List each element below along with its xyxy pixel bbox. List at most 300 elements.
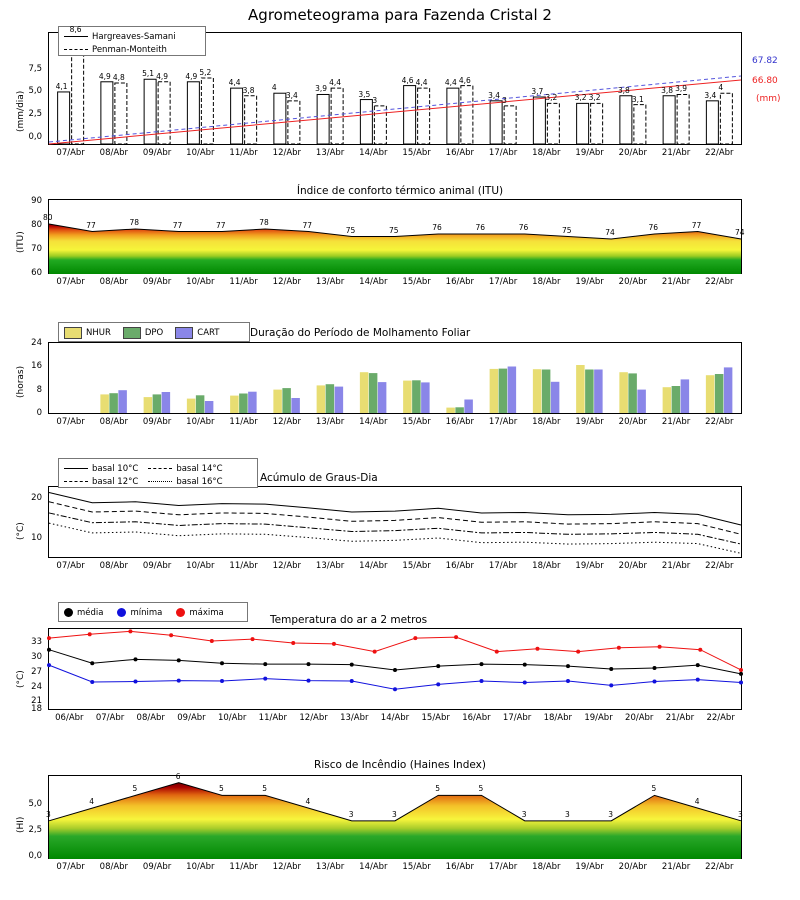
x-axis-tick-label: 19/Abr <box>584 713 613 723</box>
x-axis-tick-label: 16/Abr <box>445 148 475 158</box>
x-axis-tick-label: 10/Abr <box>186 561 215 571</box>
temperatura-point <box>436 682 440 686</box>
x-axis-tick-label: 09/Abr <box>142 417 172 427</box>
molhamento-bar <box>378 382 387 413</box>
molhamento-bar <box>248 392 257 413</box>
molhamento-bar <box>663 387 672 413</box>
evapo-bar <box>663 96 675 144</box>
haines-value-label: 3 <box>608 809 614 819</box>
x-axis-tick-label: 19/Abr <box>575 862 604 872</box>
temperatura-point <box>251 637 255 641</box>
x-axis-tick-label: 08/Abr <box>99 148 129 158</box>
temperatura-point <box>307 679 311 683</box>
evapo-bar-value: 4 <box>718 83 724 93</box>
x-axis-tick-label: 20/Abr <box>618 277 648 287</box>
evapo-bar-value: 3,8 <box>617 85 630 95</box>
x-axis-tick-label: 14/Abr <box>359 148 388 158</box>
molhamento-bar <box>326 384 335 413</box>
temperatura-point <box>263 677 267 681</box>
temperatura-point <box>523 681 527 685</box>
evapo-bar <box>720 93 732 144</box>
temperatura-point <box>90 661 94 665</box>
temperatura-point <box>480 662 484 666</box>
evapo-bar <box>245 96 257 144</box>
legend-item-nhur <box>64 326 111 339</box>
itu-value-label: 77 <box>302 220 313 230</box>
itu-ytick: 70 <box>31 244 42 254</box>
legend-item-minima <box>117 606 162 619</box>
page-title: Agrometeograma para Fazenda Cristal 2 <box>248 6 552 24</box>
x-axis-tick-label: 18/Abr <box>543 713 572 723</box>
x-axis-tick-label: 12/Abr <box>272 862 302 872</box>
molhamento-bar <box>421 382 430 413</box>
molhamento-bar <box>153 394 162 413</box>
temperatura-point <box>373 650 377 654</box>
haines-value-label: 5 <box>435 784 441 794</box>
minima-marker-icon <box>117 608 126 617</box>
molhamento-ylabel: (horas) <box>16 365 26 398</box>
temperatura-point <box>535 647 539 651</box>
evapo-ytick: 5,0 <box>28 86 42 96</box>
grausdia-ytick: 10 <box>31 533 42 543</box>
evapo-bar-value: 3,2 <box>574 93 587 103</box>
molhamento-bar <box>196 395 205 413</box>
cart-swatch-icon <box>175 327 193 339</box>
haines-value-label: 3 <box>392 809 397 819</box>
haines-title: Risco de Incêndio (Haines Index) <box>314 759 486 771</box>
molhamento-bar <box>706 375 715 413</box>
x-axis-tick-label: 18/Abr <box>532 561 561 571</box>
legend-label: DPO <box>144 327 164 338</box>
evapo-right-label-unit: (mm) <box>756 94 781 104</box>
x-axis-tick-label: 11/Abr <box>229 148 258 158</box>
evapo-bar <box>461 86 473 144</box>
temperatura-ytick: 33 <box>31 637 42 647</box>
x-axis-tick-label: 18/Abr <box>532 277 561 287</box>
legend-item-maxima <box>176 606 223 619</box>
legend-label: máxima <box>189 607 224 618</box>
molhamento-bar <box>715 374 724 413</box>
x-axis-tick-label: 20/Abr <box>625 713 654 723</box>
itu-ytick: 90 <box>31 196 42 206</box>
dotted-line-icon <box>148 481 172 482</box>
x-axis-tick-label: 12/Abr <box>272 417 302 427</box>
x-axis-tick-label: 22/Abr <box>705 277 734 287</box>
molhamento-bar <box>273 390 282 413</box>
itu-title: Índice de conforto térmico animal (ITU) <box>296 185 504 197</box>
molhamento-bar <box>109 393 118 413</box>
molhamento-bar <box>576 365 585 413</box>
molhamento-ytick: 24 <box>31 338 42 348</box>
temperatura-point <box>47 663 51 667</box>
molhamento-bar <box>403 381 412 413</box>
x-axis-tick-label: 17/Abr <box>488 561 518 571</box>
legend-item-penman <box>64 43 200 56</box>
molhamento-bar <box>282 388 291 413</box>
temperatura-point <box>177 658 181 662</box>
evapo-bar-value: 3,8 <box>661 85 674 95</box>
itu-ylabel: (ITU) <box>16 231 26 253</box>
x-axis-tick-label: 11/Abr <box>229 862 258 872</box>
temperatura-point <box>220 679 224 683</box>
legend-label: basal 10°C <box>92 463 139 474</box>
temperatura-ytick: 24 <box>31 682 42 692</box>
x-axis-tick-label: 16/Abr <box>445 862 475 872</box>
molhamento-bar <box>335 387 344 413</box>
x-axis-tick-label: 09/Abr <box>142 561 172 571</box>
panel-itu <box>0 185 800 300</box>
evapo-bar <box>101 82 113 144</box>
legend-item-basal10 <box>64 462 138 475</box>
evapo-bar-value: 3,7 <box>531 87 544 97</box>
molhamento-bar <box>455 407 464 413</box>
temperatura-point <box>47 648 51 652</box>
evapo-bar <box>418 88 430 144</box>
itu-value-label: 76 <box>475 223 486 232</box>
x-axis-tick-label: 18/Abr <box>532 148 561 158</box>
x-axis-tick-label: 11/Abr <box>229 417 258 427</box>
x-axis-tick-label: 07/Abr <box>56 277 85 287</box>
x-axis-tick-label: 21/Abr <box>661 148 691 158</box>
evapo-bar <box>187 82 199 144</box>
x-axis-tick-label: 16/Abr <box>462 713 491 723</box>
temperatura-point <box>350 679 354 683</box>
x-axis-tick-label: 21/Abr <box>661 561 691 571</box>
haines-value-label: 6 <box>175 771 181 781</box>
temperatura-point <box>566 679 570 683</box>
haines-value-label: 3 <box>348 809 354 819</box>
x-axis-tick-label: 13/Abr <box>315 277 345 287</box>
x-axis-tick-label: 12/Abr <box>272 148 302 158</box>
evapo-bar <box>331 88 343 144</box>
x-axis-tick-label: 08/Abr <box>99 561 129 571</box>
molhamento-bar <box>291 398 300 413</box>
evapo-bar-value: 3,1 <box>631 94 644 104</box>
molhamento-bar <box>619 372 628 413</box>
temperatura-point <box>134 680 138 684</box>
haines-value-label: 5 <box>262 784 268 794</box>
x-axis-tick-label: 10/Abr <box>186 417 215 427</box>
x-axis-tick-label: 07/Abr <box>56 561 85 571</box>
haines-ylabel: (HI) <box>16 816 26 833</box>
molhamento-bar <box>681 379 690 413</box>
dashed-line-icon <box>64 49 88 50</box>
molhamento-legend <box>58 322 250 342</box>
haines-value-label: 5 <box>478 784 484 794</box>
temperatura-ytick: 18 <box>31 704 42 714</box>
temperatura-point <box>696 663 700 667</box>
x-axis-tick-label: 16/Abr <box>445 417 475 427</box>
x-axis-tick-label: 14/Abr <box>359 561 388 571</box>
x-axis-tick-label: 07/Abr <box>95 713 125 723</box>
x-axis-tick-label: 08/Abr <box>136 713 165 723</box>
x-axis-tick-label: 11/Abr <box>258 713 288 723</box>
x-axis-tick-label: 06/Abr <box>55 713 84 723</box>
x-axis-tick-label: 10/Abr <box>186 148 215 158</box>
dpo-swatch-icon <box>123 327 141 339</box>
dashdot-line-icon <box>148 468 172 469</box>
x-axis-tick-label: 15/Abr <box>421 713 450 723</box>
haines-value-label: 4 <box>305 797 311 807</box>
evapo-bar <box>58 92 70 144</box>
molhamento-bar <box>542 370 551 414</box>
x-axis-tick-label: 20/Abr <box>618 862 648 872</box>
evapo-bar-value: 3,4 <box>704 90 717 100</box>
legend-item-basal12 <box>64 475 138 488</box>
maxima-marker-icon <box>176 608 185 617</box>
legend-label: Penman-Monteith <box>92 44 167 55</box>
x-axis-tick-label: 08/Abr <box>99 417 129 427</box>
haines-value-label: 5 <box>651 784 657 794</box>
x-axis-tick-label: 11/Abr <box>229 277 258 287</box>
molhamento-bar <box>412 380 421 413</box>
x-axis-tick-label: 09/Abr <box>177 713 206 723</box>
evapo-bar-value: 4,4 <box>228 78 241 88</box>
evapo-bar <box>447 88 459 144</box>
x-axis-tick-label: 22/Abr <box>705 862 734 872</box>
evapo-bar <box>374 106 386 144</box>
x-axis-tick-label: 07/Abr <box>56 417 85 427</box>
evapo-right-label-hs: 66.80 <box>752 76 778 86</box>
itu-value-label: 80 <box>43 213 53 222</box>
temperatura-point <box>332 642 336 646</box>
haines-ytick: 0,0 <box>28 851 42 861</box>
x-axis-tick-label: 09/Abr <box>142 277 172 287</box>
temperatura-point <box>480 679 484 683</box>
haines-ytick: 2,5 <box>28 825 42 835</box>
x-axis-tick-label: 15/Abr <box>402 417 431 427</box>
molhamento-ytick: 16 <box>31 361 42 371</box>
temperatura-point <box>739 672 743 676</box>
evapo-bar-value: 5,1 <box>142 69 155 79</box>
x-axis-tick-label: 13/Abr <box>315 417 345 427</box>
temperatura-point <box>350 663 354 667</box>
temperatura-point <box>696 678 700 682</box>
x-axis-tick-label: 15/Abr <box>402 862 431 872</box>
evapo-bar-value: 4,6 <box>401 75 414 85</box>
molhamento-bar <box>637 390 646 413</box>
x-axis-tick-label: 20/Abr <box>618 417 648 427</box>
haines-value-label: 3 <box>46 809 51 819</box>
temperatura-point <box>169 633 173 637</box>
grausdia-ylabel: (°C) <box>16 522 26 540</box>
x-axis-tick-label: 21/Abr <box>661 277 691 287</box>
x-axis-tick-label: 20/Abr <box>618 148 648 158</box>
molhamento-bar <box>144 397 153 413</box>
x-axis-tick-label: 15/Abr <box>402 561 431 571</box>
molhamento-bar <box>533 369 542 413</box>
grausdia-line <box>49 502 741 535</box>
evapo-bar-value: 4,9 <box>98 71 111 81</box>
legend-label: NHUR <box>86 327 111 338</box>
x-axis-tick-label: 14/Abr <box>359 417 388 427</box>
molhamento-bar <box>508 367 517 414</box>
evapo-bar-value: 4,9 <box>185 71 198 81</box>
solid-line-icon <box>64 36 88 37</box>
legend-label: Hargreaves-Samani <box>92 31 176 42</box>
x-axis-tick-label: 07/Abr <box>56 148 85 158</box>
itu-value-label: 76 <box>518 223 529 232</box>
itu-value-label: 78 <box>259 218 269 227</box>
haines-value-label: 5 <box>219 784 224 794</box>
x-axis-tick-label: 17/Abr <box>488 277 518 287</box>
molhamento-bar <box>585 370 594 414</box>
x-axis-tick-label: 19/Abr <box>575 417 604 427</box>
panel-molhamento <box>0 320 800 440</box>
x-axis-tick-label: 13/Abr <box>340 713 369 723</box>
evapo-bar <box>504 106 516 144</box>
x-axis-tick-label: 07/Abr <box>56 862 85 872</box>
legend-label: média <box>77 607 104 618</box>
temperatura-point <box>128 629 132 633</box>
evapo-bar-value: 3,5 <box>358 89 371 99</box>
itu-ytick: 80 <box>31 220 42 230</box>
temperatura-legend <box>58 602 248 622</box>
itu-value-label: 76 <box>432 223 442 232</box>
evapo-bar-value: 5,2 <box>199 67 212 77</box>
solid-line-icon <box>64 468 88 469</box>
x-axis-tick-label: 10/Abr <box>186 862 215 872</box>
evapo-bar-value: 3,9 <box>675 84 688 94</box>
temperatura-ytick: 30 <box>31 652 42 662</box>
molhamento-bar <box>100 394 109 413</box>
evapo-bar-value: 4 <box>271 83 277 93</box>
x-axis-tick-label: 13/Abr <box>315 148 345 158</box>
itu-value-label: 78 <box>129 218 140 227</box>
temperatura-point <box>739 681 743 685</box>
evapo-right-label-pm: 67.82 <box>752 56 778 66</box>
grausdia-line <box>49 513 741 544</box>
temperatura-point <box>653 680 657 684</box>
x-axis-tick-label: 17/Abr <box>488 417 518 427</box>
temperatura-point <box>454 635 458 639</box>
x-axis-tick-label: 21/Abr <box>661 417 691 427</box>
x-axis-tick-label: 22/Abr <box>706 713 735 723</box>
temperatura-point <box>307 662 311 666</box>
evapo-bar-value: 3,8 <box>242 85 255 95</box>
itu-value-label: 77 <box>216 220 226 230</box>
x-axis-tick-label: 22/Abr <box>705 561 734 571</box>
evapo-bar-value: 3,9 <box>315 84 328 94</box>
x-axis-tick-label: 15/Abr <box>402 277 431 287</box>
evapo-bar <box>577 103 589 144</box>
molhamento-bar <box>369 373 378 413</box>
temperatura-ytick: 27 <box>31 667 42 677</box>
molhamento-bar <box>724 367 733 413</box>
legend-label: mínima <box>130 607 163 618</box>
grausdia-legend <box>58 458 258 488</box>
x-axis-tick-label: 08/Abr <box>99 277 129 287</box>
evapo-bar-value: 8,6 <box>69 24 82 34</box>
x-axis-tick-label: 12/Abr <box>299 713 328 723</box>
molhamento-ytick: 8 <box>36 385 42 395</box>
x-axis-tick-label: 09/Abr <box>142 862 172 872</box>
molhamento-title: Duração do Período de Molhamento Foliar <box>250 327 471 339</box>
temperatura-point <box>436 664 440 668</box>
evapo-bar <box>231 88 243 144</box>
x-axis-tick-label: 16/Abr <box>445 277 475 287</box>
legend-label: basal 12°C <box>92 476 139 487</box>
x-axis-tick-label: 21/Abr <box>661 862 691 872</box>
temperatura-point <box>609 683 613 687</box>
molhamento-bar <box>205 401 214 413</box>
evapo-bar <box>490 101 502 144</box>
molhamento-bar <box>118 390 127 413</box>
itu-value-label: 74 <box>735 228 745 237</box>
molhamento-bar <box>628 373 637 413</box>
molhamento-bar <box>317 385 326 413</box>
temperatura-point <box>88 632 92 636</box>
temperatura-point <box>653 666 657 670</box>
evapo-bar-value: 4,4 <box>444 78 457 88</box>
evapo-bar-value: 4,4 <box>329 78 342 88</box>
legend-item-media <box>64 606 103 619</box>
x-axis-tick-label: 17/Abr <box>502 713 532 723</box>
x-axis-tick-label: 18/Abr <box>532 862 561 872</box>
x-axis-tick-label: 10/Abr <box>186 277 215 287</box>
molhamento-bar <box>360 372 369 413</box>
x-axis-tick-label: 14/Abr <box>359 862 388 872</box>
grausdia-title: Acúmulo de Graus-Dia <box>260 472 378 484</box>
x-axis-tick-label: 22/Abr <box>705 148 734 158</box>
temperatura-point <box>134 657 138 661</box>
x-axis-tick-label: 13/Abr <box>315 561 345 571</box>
itu-value-label: 77 <box>172 220 183 230</box>
legend-label: CART <box>197 327 220 338</box>
nhur-swatch-icon <box>64 327 82 339</box>
x-axis-tick-label: 14/Abr <box>380 713 410 723</box>
x-axis-tick-label: 12/Abr <box>272 277 302 287</box>
dashed-line-icon <box>64 481 88 482</box>
evapo-bar <box>634 105 646 144</box>
x-axis-tick-label: 11/Abr <box>229 561 258 571</box>
evapo-ytick: 2,5 <box>28 109 42 119</box>
molhamento-bar <box>162 392 171 413</box>
evapo-bar-value: 3,2 <box>588 93 601 103</box>
itu-value-label: 75 <box>389 225 399 235</box>
x-axis-tick-label: 19/Abr <box>575 148 604 158</box>
molhamento-bar <box>230 396 239 413</box>
x-axis-tick-label: 20/Abr <box>618 561 648 571</box>
x-axis-tick-label: 10/Abr <box>217 713 247 723</box>
haines-value-label: 3 <box>521 809 527 819</box>
evapo-bar <box>158 82 170 144</box>
evapo-bar <box>677 94 689 144</box>
temperatura-point <box>658 645 662 649</box>
x-axis-tick-label: 21/Abr <box>665 713 695 723</box>
temperatura-point <box>523 663 527 667</box>
x-axis-tick-label: 15/Abr <box>402 148 431 158</box>
legend-item-hargreaves <box>64 30 200 43</box>
evapo-bar-value: 4,4 <box>415 78 428 88</box>
evapo-ylabel: (mm/dia) <box>16 90 26 132</box>
temperatura-point <box>220 661 224 665</box>
temperatura-point <box>739 668 743 672</box>
molhamento-bar <box>551 382 560 413</box>
evapo-ytick: 7,5 <box>28 64 42 74</box>
itu-value-label: 77 <box>86 220 96 230</box>
temperatura-point <box>210 639 214 643</box>
evapo-bar-value: 3 <box>372 95 378 105</box>
molhamento-bar <box>239 394 248 414</box>
legend-label: basal 16°C <box>176 476 223 487</box>
temperatura-ytick: 21 <box>31 696 42 706</box>
evapo-bar-value: 3,4 <box>488 90 501 100</box>
molhamento-bar <box>464 400 473 414</box>
temperatura-point <box>393 687 397 691</box>
temperatura-point <box>617 646 621 650</box>
temperatura-point <box>90 680 94 684</box>
